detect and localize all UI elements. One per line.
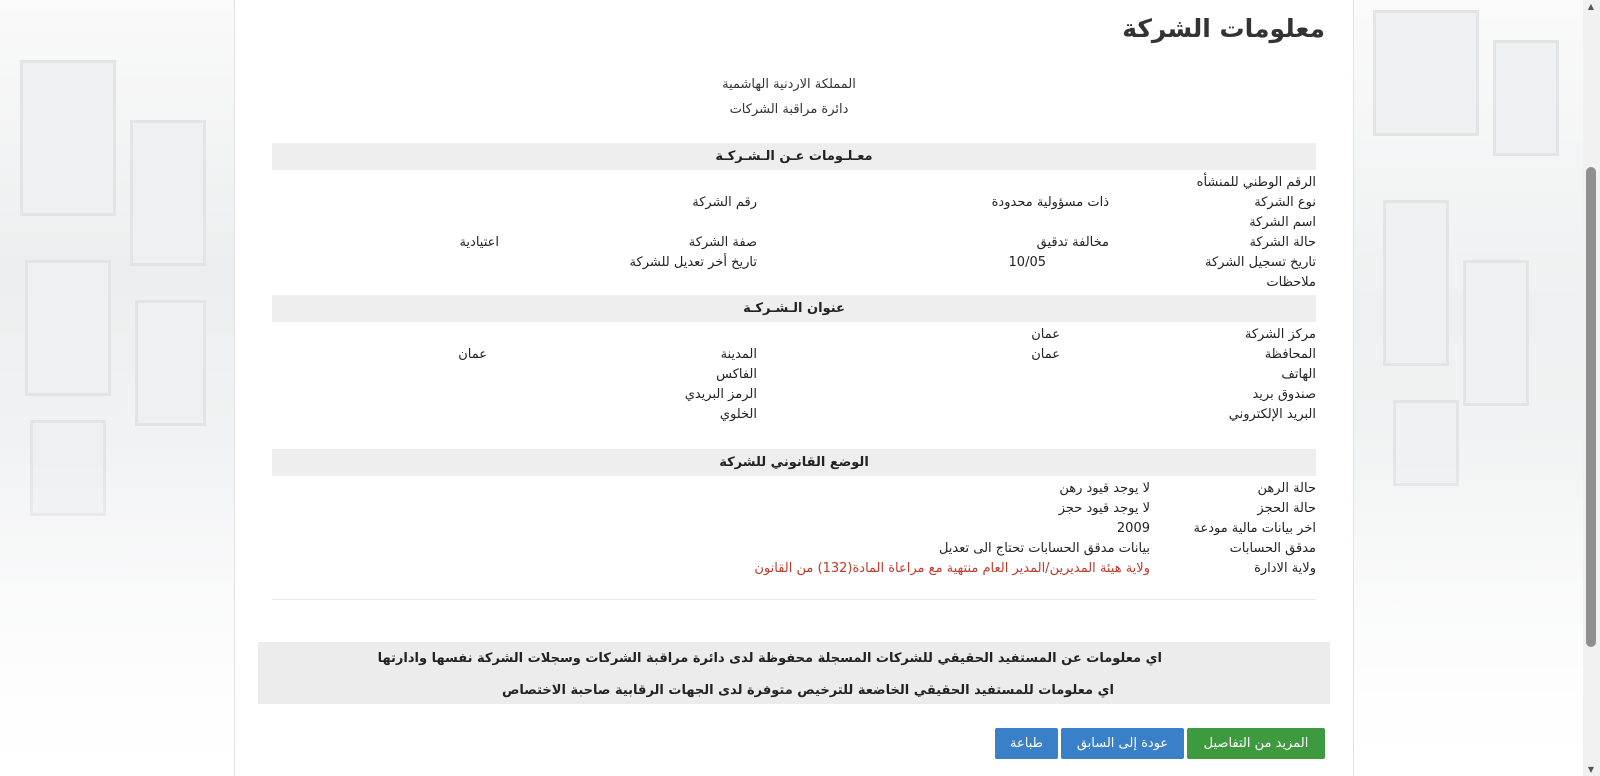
kingdom-name: المملكة الاردنية الهاشمية <box>722 77 856 92</box>
vertical-scrollbar[interactable] <box>1583 0 1600 776</box>
po-box-label: صندوق بريد <box>1252 387 1316 402</box>
company-type-label: نوع الشركة <box>1254 195 1316 210</box>
notes-label: ملاحظات <box>1266 275 1316 290</box>
legal-status-heading: الوضع القانوني للشركة <box>272 449 1316 476</box>
company-capacity-value: اعتيادية <box>459 235 499 250</box>
governorate-label: المحافظة <box>1264 347 1316 362</box>
info-row <box>272 253 1316 273</box>
notice-line-2: اي معلومات للمستفيد الحقيقي الخاضعة للترخيص متوفرة لدى الجهات الرقابية صاحبة الاختصاص <box>501 683 1114 698</box>
city-label: المدينة <box>720 347 757 362</box>
legal-row <box>272 479 1316 499</box>
financial-statements-label: اخر بيانات مالية مودعة <box>1193 521 1316 536</box>
company-status-value: مخالفة تدقيق <box>1036 235 1109 250</box>
governorate-value: عمان <box>1031 347 1060 362</box>
email-label: البريد الإلكتروني <box>1228 407 1316 422</box>
background-image-left <box>0 0 234 776</box>
scroll-down-arrow-icon[interactable]: ▼ <box>1587 765 1595 774</box>
beneficial-owner-notice <box>258 642 1330 704</box>
address-row <box>272 385 1316 405</box>
legal-row <box>272 499 1316 519</box>
company-name-label: اسم الشركة <box>1249 215 1316 230</box>
department-name: دائرة مراقبة الشركات <box>729 102 849 117</box>
info-row <box>272 213 1316 233</box>
issuer-header <box>235 72 1353 122</box>
address-heading: عنوان الـشـركـة <box>272 295 1316 322</box>
mobile-label: الخلوي <box>719 407 757 422</box>
company-type-value: ذات مسؤولية محدودة <box>991 195 1109 210</box>
address-section <box>272 295 1316 425</box>
headquarters-label: مركز الشركة <box>1244 327 1316 342</box>
info-row <box>272 273 1316 293</box>
legal-row <box>272 539 1316 559</box>
registration-date-label: تاريخ تسجيل الشركة <box>1204 255 1316 270</box>
management-mandate-value: ولاية هيئة المديرين/المدير العام منتهية مع مراعاة المادة(132) من القانون <box>754 561 1150 576</box>
company-info-heading: معـلـومات عـن الـشـركـة <box>272 143 1316 170</box>
section-divider <box>272 599 1316 600</box>
address-row <box>272 405 1316 425</box>
address-row <box>272 325 1316 345</box>
mortgage-status-value: لا يوجد قيود رهن <box>1059 481 1150 496</box>
background-image-right <box>1343 0 1583 776</box>
national-id-label: الرقم الوطني للمنشأه <box>1196 175 1316 190</box>
info-row <box>272 173 1316 193</box>
address-row <box>272 345 1316 365</box>
mortgage-status-label: حالة الرهن <box>1257 481 1316 496</box>
auditor-value: بيانات مدقق الحسابات تحتاج الى تعديل <box>938 541 1150 556</box>
company-number-label: رقم الشركة <box>692 195 757 210</box>
seizure-status-value: لا يوجد قيود حجز <box>1058 501 1150 516</box>
management-mandate-label: ولاية الادارة <box>1254 561 1316 576</box>
scrollbar-thumb[interactable] <box>1586 167 1596 647</box>
legal-status-section <box>272 449 1316 579</box>
back-button[interactable]: عودة إلى السابق <box>1061 728 1184 759</box>
headquarters-value: عمان <box>1031 327 1060 342</box>
info-row <box>272 193 1316 213</box>
company-status-label: حالة الشركة <box>1249 235 1316 250</box>
registration-date-value: 10/05 <box>1008 255 1046 270</box>
page-title: معلومات الشركة <box>1122 14 1325 43</box>
financial-statements-value: 2009 <box>1116 521 1150 536</box>
fax-label: الفاكس <box>716 367 757 382</box>
address-row <box>272 365 1316 385</box>
more-details-button[interactable]: المزيد من التفاصيل <box>1187 728 1325 759</box>
company-info-panel <box>234 0 1354 776</box>
auditor-label: مدقق الحسابات <box>1229 541 1316 556</box>
seizure-status-label: حالة الحجز <box>1257 501 1316 516</box>
notice-line-1: اي معلومات عن المستفيد الحقيقي للشركات المسجلة محفوظة لدى دائرة مراقبة الشركات وسجلات الشركة نفسها وادارتها <box>377 651 1162 666</box>
company-capacity-label: صفة الشركة <box>688 235 757 250</box>
legal-row <box>272 559 1316 579</box>
legal-row <box>272 519 1316 539</box>
print-button[interactable]: طباعة <box>995 728 1058 759</box>
last-modified-label: تاريخ أخر تعديل للشركة <box>629 255 757 270</box>
company-info-section <box>272 143 1316 293</box>
info-row <box>272 233 1316 253</box>
phone-label: الهاتف <box>1281 367 1316 382</box>
scroll-up-arrow-icon[interactable]: ▲ <box>1587 2 1595 11</box>
postal-code-label: الرمز البريدي <box>684 387 757 402</box>
city-value: عمان <box>458 347 487 362</box>
